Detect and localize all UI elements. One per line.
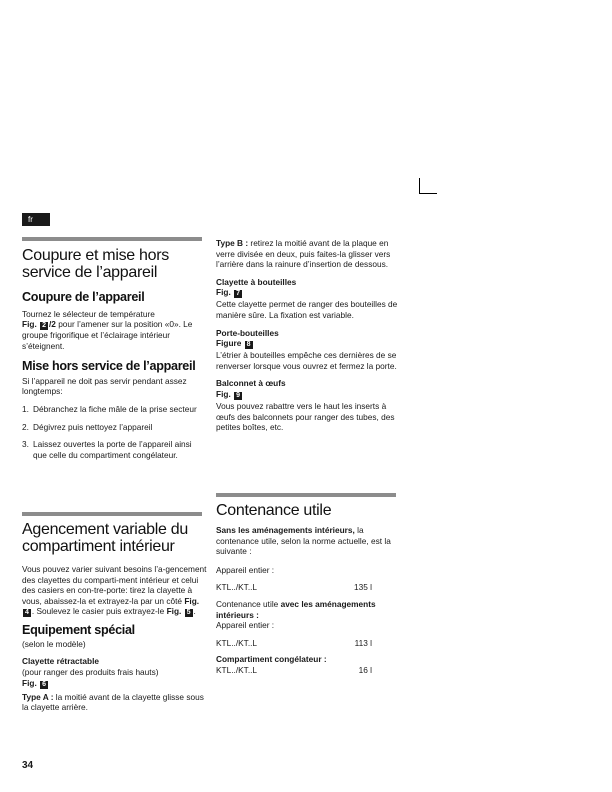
section-rule xyxy=(216,493,396,497)
list-item: 1. Débranchez la fiche mâle de la prise secteur xyxy=(22,403,197,414)
clayette-title: Clayette rétractable xyxy=(22,656,100,667)
avec-paragraph: Contenance utile avec les aménagements intérieurs : xyxy=(216,598,376,620)
agencement-paragraph: Vous pouvez varier suivant besoins l’a-gencement des clayettes du comparti-ment intérieur et celui des casiers en con-tre-porte: tirez la clayette à vous, abaissez-la et extrayez-la par un côté Fig. 4 . Soulevez le casier puis extrayez-le Fig. 5 . xyxy=(22,564,207,617)
heading-coupure-mise-hors-service: Coupure et mise hors service de l’appareil xyxy=(22,247,169,281)
page-number: 34 xyxy=(22,760,34,771)
typeA-paragraph: Type A : la moitié avant de la clayette glisse sous la clayette arrière. xyxy=(22,691,204,713)
figure-ref-badge: 5 xyxy=(186,609,191,617)
bouteilles-fig: Fig. 7 xyxy=(216,287,240,298)
figure-ref-badge: 2 xyxy=(42,322,46,330)
porte-title: Porte-bouteilles xyxy=(216,327,279,338)
crop-mark-vertical xyxy=(419,178,420,194)
heading-coupure: Coupure de l’appareil xyxy=(22,290,145,304)
section-rule xyxy=(22,237,202,241)
clayette-subtitle: (pour ranger des produits frais hauts) xyxy=(22,667,159,678)
heading-mise-hors-service: Mise hors service de l’appareil xyxy=(22,359,196,374)
figure-ref-badge: 8 xyxy=(246,341,251,349)
appareil-entier-label: Appareil entier : xyxy=(216,564,275,575)
equipement-subtitle: (selon le modèle) xyxy=(22,638,86,649)
porte-text: L’étrier à bouteilles empêche ces dernières de se renverser lorsque vous ouvrez et fermez la porte. xyxy=(216,350,397,371)
section-rule xyxy=(22,512,202,516)
figure-ref-badge: 6 xyxy=(42,680,46,688)
oeufs-fig: Fig. 9 xyxy=(216,388,240,399)
steps-list xyxy=(22,404,206,460)
heading-contenance: Contenance utile xyxy=(216,502,332,519)
figure-ref-badge: 7 xyxy=(236,290,240,298)
oeufs-text: Vous pouvez rabattre vers le haut les inserts à œufs des balconnets pour ranger des tubes, des petites boîtes, etc. xyxy=(216,400,395,433)
clayette-fig: Fig. 6 xyxy=(22,677,46,688)
figure-ref-badge: 4 xyxy=(25,609,29,617)
bouteilles-text: Cette clayette permet de ranger des bouteilles de manière sûre. La fixation est variable. xyxy=(216,299,398,320)
right-column xyxy=(216,238,400,433)
left-column xyxy=(22,247,206,460)
capacity-row: KTL../KT..L 113 l xyxy=(216,637,372,648)
list-item: 3. Laissez ouvertes la porte de l’appareil ainsi que celle du compartiment congélateur. xyxy=(22,439,192,460)
mise-intro: Si l’appareil ne doit pas servir pendant assez longtemps: xyxy=(22,375,187,397)
porte-fig: Figure 8 xyxy=(216,338,251,349)
oeufs-title: Balconnet à œufs xyxy=(216,378,286,389)
heading-equipement: Equipement spécial xyxy=(22,623,135,638)
crop-mark-horizontal xyxy=(419,193,437,194)
appareil-entier-label: Appareil entier : xyxy=(216,620,275,631)
list-item: 2. Dégivrez puis nettoyez l’appareil xyxy=(22,421,153,432)
sans-paragraph: Sans les aménagements intérieurs, la contenance utile, selon la norme actuelle, est la suivante : xyxy=(216,525,391,557)
heading-agencement: Agencement variable du compartiment intérieur xyxy=(22,521,188,555)
left-column-lower xyxy=(22,521,208,713)
right-column-lower xyxy=(216,502,394,676)
congelateur-label: Compartiment congélateur : xyxy=(216,654,327,665)
coupure-paragraph: Tournez le sélecteur de température Fig. 2 /2 pour l’amener sur la position «0». Le groupe frigorifique et l’éclairage intérieur s’éteignent. xyxy=(22,308,193,351)
capacity-row: KTL../KT..L 16 l xyxy=(216,664,372,675)
capacity-row: KTL../KT..L 135 l xyxy=(216,582,372,593)
typeB-paragraph: Type B : retirez la moitié avant de la plaque en verre divisée en deux, puis faites-la glisser vers l’arrière dans la rainure d’insertion de dessous. xyxy=(216,238,391,270)
language-tab: fr xyxy=(22,213,50,226)
bouteilles-title: Clayette à bouteilles xyxy=(216,276,297,287)
figure-ref-badge: 9 xyxy=(236,391,240,399)
